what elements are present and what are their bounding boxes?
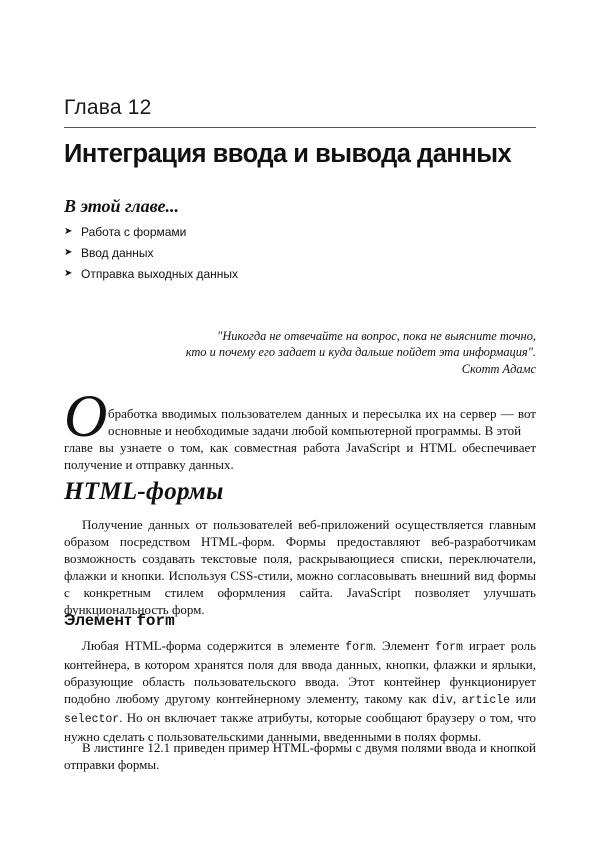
arrow-bullet-icon: ➤ (64, 226, 73, 237)
arrow-bullet-icon: ➤ (64, 268, 73, 279)
code-run: article (461, 694, 511, 707)
chapter-topics-list (64, 224, 238, 287)
epigraph-author: Скотт Адамс (461, 362, 536, 376)
subsection-paragraph (64, 637, 536, 745)
list-item-label: Работа с формами (81, 225, 187, 239)
text-run: . Элемент (372, 638, 436, 653)
list-item (64, 266, 238, 287)
chapter-label: Глава 12 (64, 96, 152, 119)
chapter-rule (64, 127, 536, 128)
list-item (64, 224, 238, 245)
section-paragraph: Получение данных от пользователей веб-приложений осуществляется главным образом посредством HTML-форм. Формы предоставляют веб-разработчикам возможность создавать текстовые поля, раскрывающиеся списки, переключатели, флажки и кнопки. Используя CSS-стили, можно согласовывать внешний вид формы с конкретным стилем оформления сайта. JavaScript позволяет улучшать функциональность форм. (64, 517, 536, 617)
list-item-label: Отправка выходных данных (81, 267, 238, 281)
code-run: div (432, 694, 453, 707)
in-this-chapter-heading: В этой главе... (64, 196, 179, 216)
intro-paragraph-start: бработка вводимых пользователем данных и пересылка их на сервер — вот основные и необходимые задачи любой компьютерной программы. В этой (108, 406, 536, 438)
text-run: или (510, 691, 537, 706)
arrow-bullet-icon: ➤ (64, 247, 73, 258)
list-item-label: Ввод данных (81, 246, 154, 260)
subsection-title-code: form (136, 612, 175, 630)
code-run: form (435, 641, 463, 654)
code-run: selector (64, 713, 120, 726)
epigraph-line: "Никогда не отвечайте на вопрос, пока не выясните точно, (217, 329, 536, 343)
listing-reference-paragraph: В листинге 12.1 приведен пример HTML-формы с двумя полями ввода и кнопкой отправки формы. (64, 740, 536, 772)
epigraph-line: кто и почему его задает и куда дальше пойдет эта информация". (185, 345, 536, 359)
subsection-title-text: Элемент (64, 612, 137, 629)
intro-paragraph-rest: главе вы узнаете о том, как совместная работа JavaScript и HTML обеспечивает получение и отправку данных. (64, 440, 536, 472)
epigraph (136, 328, 536, 377)
list-item (64, 245, 238, 266)
code-run: form (345, 641, 373, 654)
text-run: , (452, 691, 462, 706)
section-title: HTML-формы (64, 478, 224, 505)
chapter-title: Интеграция ввода и вывода данных (64, 140, 512, 168)
text-run: Любая HTML-форма содержится в элементе (82, 638, 346, 653)
drop-cap: О (64, 383, 108, 449)
text-run: . Но он включает также атрибуты, которые сообщают браузеру о том, что нужно сделать с пользовательскими данными, введенными в полях формы. (64, 710, 536, 744)
text-run: играет роль контейнера, в котором хранятся поля для ввода данных, кнопки, флажки и ярлыки, образующие область пользовательского ввода. Этот контейнер функционирует подобно любому другому контейнерному элементу, такому как (64, 638, 536, 706)
subsection-title (64, 612, 175, 630)
